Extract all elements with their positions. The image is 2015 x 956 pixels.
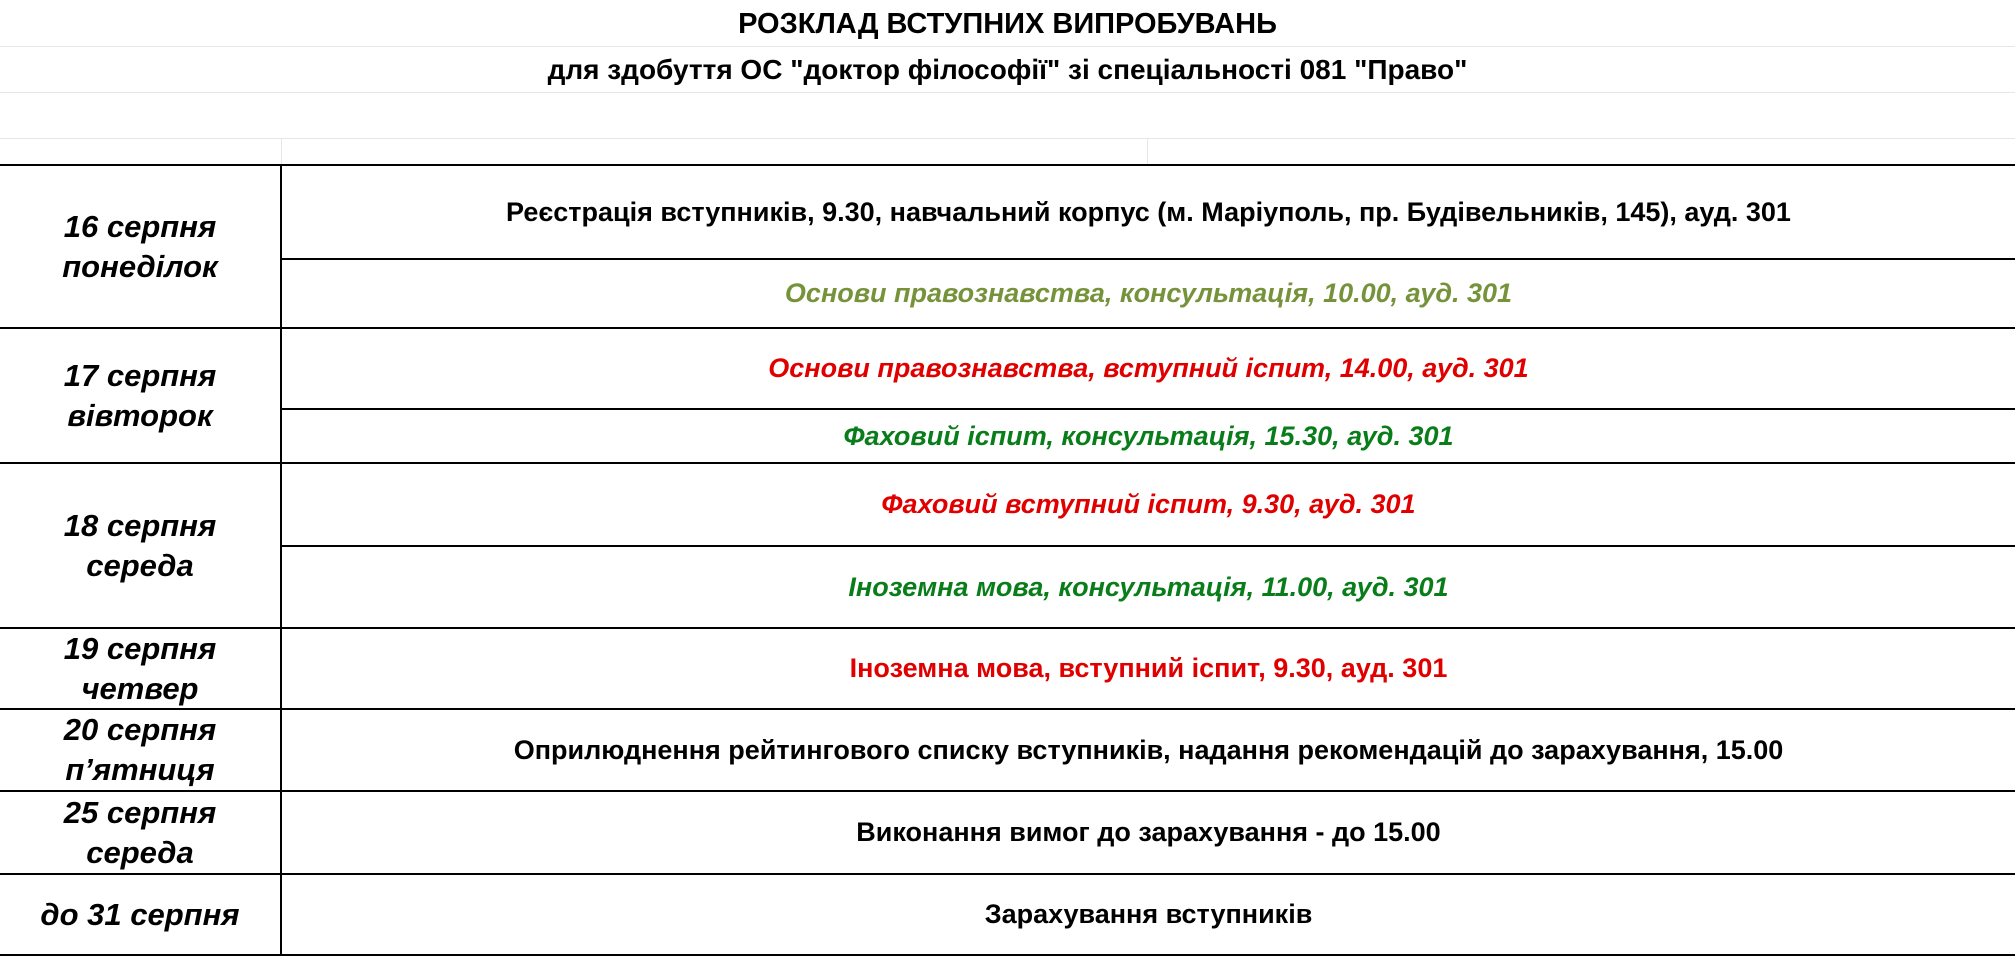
date-cell (0, 629, 280, 708)
event-cell: Основи правознавства, вступний іспит, 14.00, ауд. 301 (768, 353, 1529, 383)
date-cell (0, 875, 280, 954)
weekday-label: середа (86, 834, 194, 870)
event-cell: Іноземна мова, консультація, 11.00, ауд. 301 (848, 571, 1449, 602)
event-cell: Оприлюднення рейтингового списку вступників, надання рекомендацій до зарахування, 15.00 (513, 734, 1784, 765)
weekday-label: понеділок (62, 248, 218, 284)
gridline (0, 138, 2015, 139)
gridline (281, 139, 282, 165)
date-cell (0, 166, 280, 327)
page-title: РОЗКЛАД ВСТУПНИХ ВИПРОБУВАНЬ (738, 8, 1277, 40)
date-label: 17 серпня (63, 357, 217, 393)
event-cell: Зарахування вступників (984, 899, 1313, 929)
gridline (0, 92, 2015, 93)
date-label: 16 серпня (63, 208, 217, 244)
date-cell (0, 329, 280, 462)
event-cell: Виконання вимог до зарахування - до 15.00 (856, 817, 1441, 847)
date-cell (0, 710, 280, 790)
weekday-label: вівторок (67, 397, 213, 433)
date-label: 19 серпня (63, 630, 217, 666)
date-label: 18 серпня (63, 507, 217, 543)
event-cell: Іноземна мова, вступний іспит, 9.30, ауд. 301 (849, 653, 1448, 683)
gridline (1147, 139, 1148, 165)
gridline (0, 46, 2015, 47)
weekday-label: середа (86, 547, 194, 583)
event-cell: Фаховий вступний іспит, 9.30, ауд. 301 (881, 489, 1416, 519)
event-cell: Фаховий іспит, консультація, 15.30, ауд. 301 (843, 420, 1454, 451)
date-label: 20 серпня (63, 712, 217, 747)
date-cell (0, 792, 280, 873)
weekday-label: п’ятниця (65, 752, 215, 787)
page-subtitle: для здобуття ОС "доктор філософії" зі спеціальності 081 "Право" (547, 54, 1468, 85)
event-cell: Основи правознавства, консультація, 10.00, ауд. 301 (784, 278, 1513, 308)
date-label: 25 серпня (63, 794, 217, 830)
event-cell: Реєстрація вступників, 9.30, навчальний корпус (м. Маріуполь, пр. Будівельників, 145), ауд. 301 (506, 196, 1791, 227)
date-cell (0, 464, 280, 627)
weekday-label: четвер (81, 670, 199, 706)
date-label: до 31 серпня (40, 896, 240, 932)
